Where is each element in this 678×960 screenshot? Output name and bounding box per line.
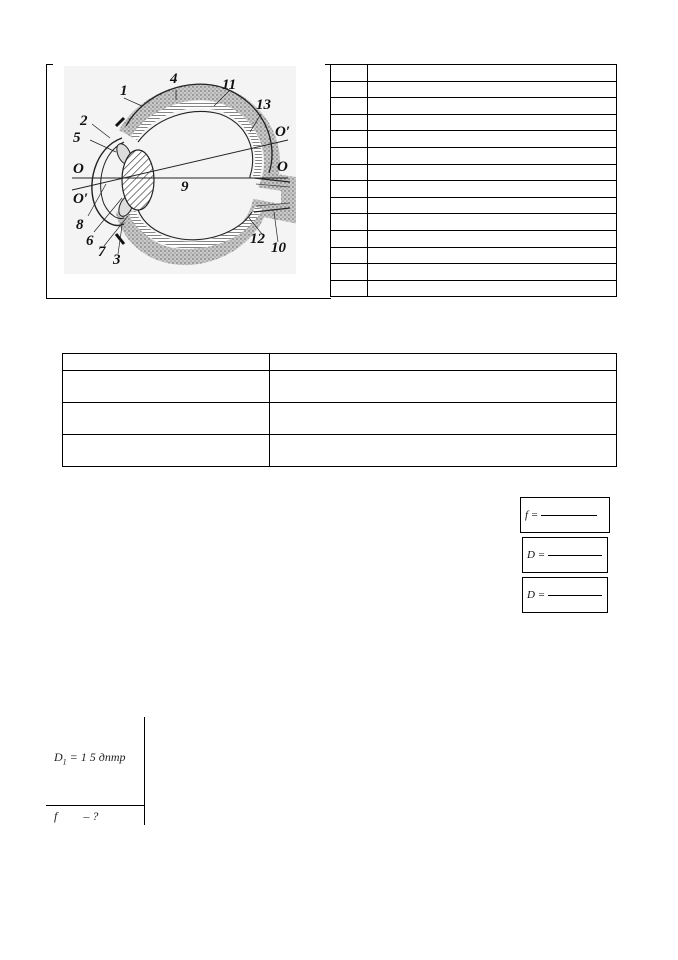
table-cell[interactable] bbox=[63, 435, 270, 467]
table-header-row bbox=[63, 354, 617, 371]
axis-label-o-prime-left: O′ bbox=[73, 191, 89, 207]
table-cell[interactable] bbox=[63, 403, 270, 435]
optical-power-formula-label: D = bbox=[527, 589, 546, 601]
row-number-cell[interactable] bbox=[331, 214, 368, 231]
figure-label-9: 9 bbox=[181, 179, 189, 195]
figure-label-3: 3 bbox=[113, 252, 121, 268]
row-number-cell[interactable] bbox=[331, 164, 368, 181]
table-row bbox=[331, 181, 617, 198]
figure-label-8: 8 bbox=[76, 217, 84, 233]
figure-label-6: 6 bbox=[86, 233, 94, 249]
row-name-cell[interactable] bbox=[368, 81, 617, 98]
table-row bbox=[331, 280, 617, 297]
table-row bbox=[331, 247, 617, 264]
given-optical-power bbox=[54, 750, 126, 766]
row-name-cell[interactable] bbox=[368, 65, 617, 82]
answer-table bbox=[62, 353, 617, 467]
table-cell[interactable] bbox=[63, 371, 270, 403]
table-row bbox=[331, 197, 617, 214]
given-divider-vertical bbox=[144, 717, 145, 825]
row-name-cell[interactable] bbox=[368, 98, 617, 115]
table-cell[interactable] bbox=[270, 435, 617, 467]
focal-length-answer-box[interactable] bbox=[520, 497, 610, 533]
row-name-cell[interactable] bbox=[368, 197, 617, 214]
table-row bbox=[331, 264, 617, 281]
row-number-cell[interactable] bbox=[331, 98, 368, 115]
figure-label-11: 11 bbox=[222, 77, 237, 93]
row-name-cell[interactable] bbox=[368, 114, 617, 131]
row-number-cell[interactable] bbox=[331, 230, 368, 247]
optical-power-answer-box-1[interactable] bbox=[522, 537, 608, 573]
axis-label-o-right: O bbox=[277, 159, 288, 175]
figure-label-4: 4 bbox=[170, 71, 178, 87]
given-value: = 1 5 дптр bbox=[66, 750, 126, 764]
axis-label-o-left: O bbox=[73, 161, 84, 177]
answer-blank-line bbox=[541, 515, 597, 516]
figure-label-2: 2 bbox=[80, 113, 88, 129]
row-name-cell[interactable] bbox=[368, 214, 617, 231]
table-cell[interactable] bbox=[270, 403, 617, 435]
row-name-cell[interactable] bbox=[368, 280, 617, 297]
row-name-cell[interactable] bbox=[368, 147, 617, 164]
table-row bbox=[331, 164, 617, 181]
table-row bbox=[331, 98, 617, 115]
figure-label-5: 5 bbox=[73, 130, 81, 146]
figure-label-1: 1 bbox=[120, 83, 128, 99]
table-row bbox=[63, 371, 617, 403]
table-cell[interactable] bbox=[63, 354, 270, 371]
table-row bbox=[331, 214, 617, 231]
figure-label-7: 7 bbox=[98, 244, 106, 260]
answer-blank-line bbox=[548, 595, 602, 596]
table-row bbox=[63, 435, 617, 467]
given-divider-horizontal bbox=[46, 805, 145, 806]
row-number-cell[interactable] bbox=[331, 181, 368, 198]
optical-power-formula-label: D = bbox=[527, 549, 546, 561]
axis-label-o-prime-right: O′ bbox=[275, 124, 291, 140]
row-name-cell[interactable] bbox=[368, 230, 617, 247]
row-name-cell[interactable] bbox=[368, 131, 617, 148]
row-number-cell[interactable] bbox=[331, 65, 368, 82]
table-row bbox=[331, 230, 617, 247]
table-row bbox=[63, 403, 617, 435]
given-subscript: 1 bbox=[62, 757, 67, 767]
table-row bbox=[331, 65, 617, 82]
row-number-cell[interactable] bbox=[331, 131, 368, 148]
figure-label-13: 13 bbox=[256, 97, 271, 113]
given-symbol: D bbox=[54, 750, 63, 764]
table-row bbox=[331, 131, 617, 148]
table-row bbox=[331, 114, 617, 131]
row-number-cell[interactable] bbox=[331, 247, 368, 264]
table-row bbox=[331, 81, 617, 98]
optical-power-answer-box-2[interactable] bbox=[522, 577, 608, 613]
find-focal-length bbox=[54, 809, 98, 824]
row-number-cell[interactable] bbox=[331, 264, 368, 281]
row-number-cell[interactable] bbox=[331, 197, 368, 214]
row-name-cell[interactable] bbox=[368, 247, 617, 264]
answer-blank-line bbox=[548, 555, 602, 556]
figure-label-12: 12 bbox=[250, 231, 265, 247]
focal-length-formula-label: f = bbox=[525, 509, 539, 521]
row-number-cell[interactable] bbox=[331, 280, 368, 297]
parts-label-table bbox=[330, 64, 617, 297]
row-name-cell[interactable] bbox=[368, 164, 617, 181]
row-name-cell[interactable] bbox=[368, 181, 617, 198]
figure-label-10: 10 bbox=[271, 240, 286, 256]
table-cell[interactable] bbox=[270, 371, 617, 403]
table-cell[interactable] bbox=[270, 354, 617, 371]
row-number-cell[interactable] bbox=[331, 147, 368, 164]
find-symbol: f bbox=[54, 809, 58, 823]
row-number-cell[interactable] bbox=[331, 114, 368, 131]
find-question: – ? bbox=[83, 809, 99, 823]
row-number-cell[interactable] bbox=[331, 81, 368, 98]
row-name-cell[interactable] bbox=[368, 264, 617, 281]
table-row bbox=[331, 147, 617, 164]
